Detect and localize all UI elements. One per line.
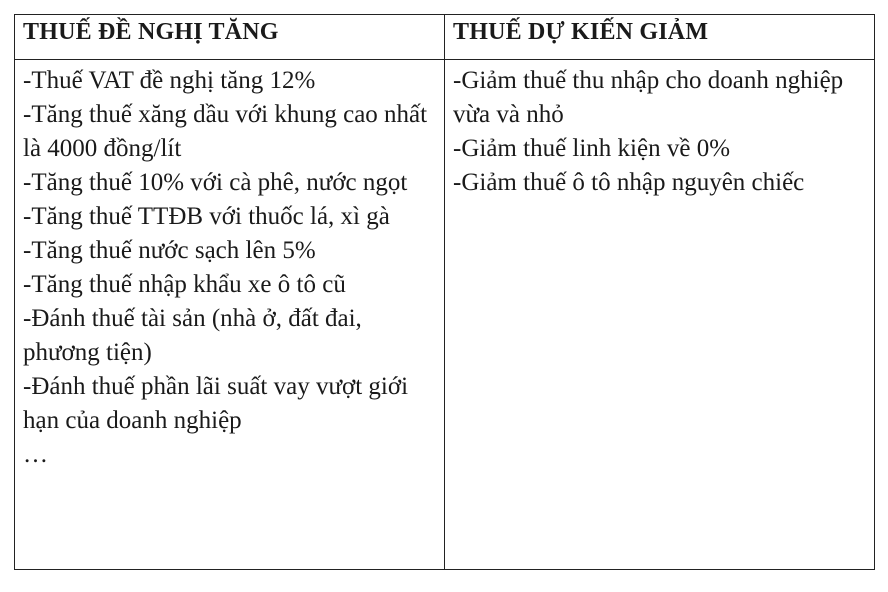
list-item: -Giảm thuế ô tô nhập nguyên chiếc — [453, 169, 805, 196]
content-row — [15, 60, 875, 570]
list-item: -Thuế VAT đề nghị tăng 12% — [23, 67, 316, 94]
increase-list-cell — [15, 60, 445, 570]
decrease-list-cell — [445, 60, 875, 570]
header-expected-decrease: THUẾ DỰ KIẾN GIẢM — [445, 15, 875, 60]
list-item: -Tăng thuế xăng dầu với khung cao nhất là 4000 đồng/lít — [23, 101, 428, 162]
header-row — [15, 15, 875, 60]
list-item: -Đánh thuế phần lãi suất vay vượt giới hạn của doanh nghiệp — [23, 373, 409, 434]
list-item: -Tăng thuế TTĐB với thuốc lá, xì gà — [23, 203, 390, 230]
list-item: -Đánh thuế tài sản (nhà ở, đất đai, phương tiện) — [23, 305, 362, 366]
list-item-ellipsis: … — [23, 441, 48, 468]
list-item: -Tăng thuế nhập khẩu xe ô tô cũ — [23, 271, 346, 298]
header-proposed-increase: THUẾ ĐỀ NGHỊ TĂNG — [15, 15, 445, 60]
list-item: -Giảm thuế thu nhập cho doanh nghiệp vừa và nhỏ — [453, 67, 844, 128]
list-item: -Tăng thuế nước sạch lên 5% — [23, 237, 316, 264]
list-item: -Giảm thuế linh kiện về 0% — [453, 135, 731, 162]
tax-comparison-table — [14, 14, 875, 570]
list-item: -Tăng thuế 10% với cà phê, nước ngọt — [23, 169, 408, 196]
